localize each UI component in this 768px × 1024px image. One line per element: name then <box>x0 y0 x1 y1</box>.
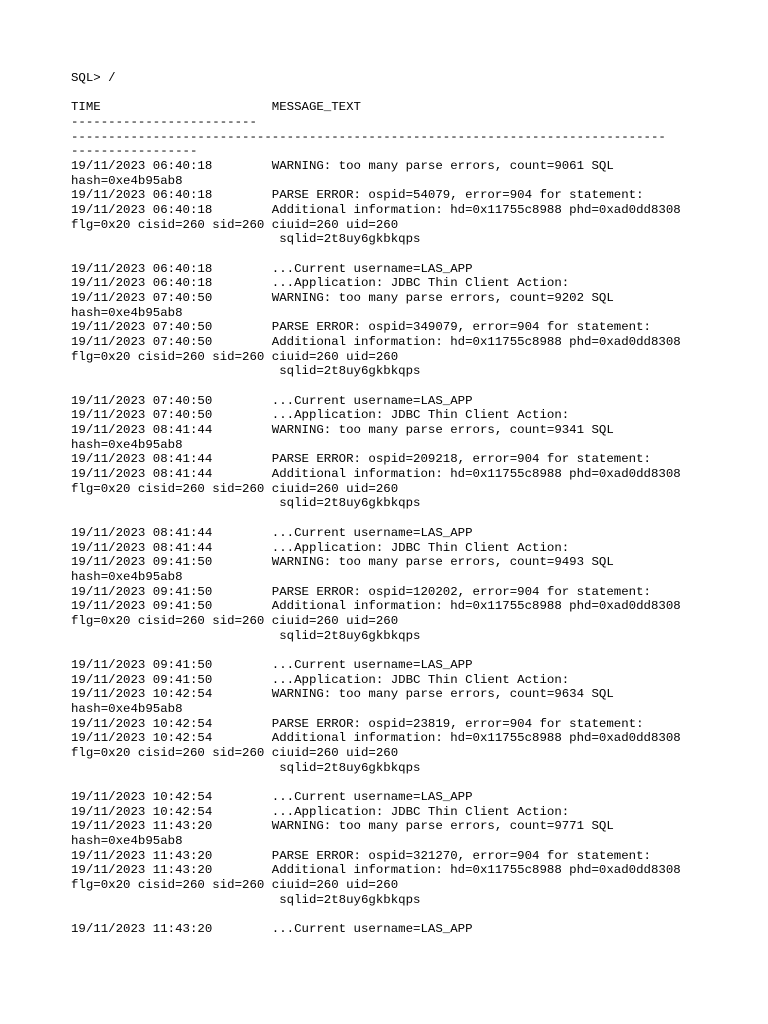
log-line: 19/11/2023 11:43:20 WARNING: too many parse errors, count=9771 SQL <box>71 819 614 834</box>
log-line: hash=0xe4b95ab8 <box>71 437 183 452</box>
log-line: hash=0xe4b95ab8 <box>71 833 183 848</box>
log-line: hash=0xe4b95ab8 <box>71 701 183 716</box>
log-line: flg=0x20 cisid=260 sid=260 ciuid=260 uid=260 <box>71 745 399 760</box>
blank-line <box>71 907 761 922</box>
log-line: 19/11/2023 09:41:50 ...Current username=LAS_APP <box>71 657 473 672</box>
log-line: 19/11/2023 10:42:54 WARNING: too many parse errors, count=9634 SQL <box>71 687 614 702</box>
log-line: 19/11/2023 09:41:50 WARNING: too many parse errors, count=9493 SQL <box>71 555 614 570</box>
log-line: 19/11/2023 09:41:50 Additional information: hd=0x11755c8988 phd=0xad0dd8308 <box>71 599 681 614</box>
header-separator-line: -------------------------------------------------------------------------------- <box>71 129 666 144</box>
sql-prompt-line: SQL> / <box>71 71 116 85</box>
log-line: flg=0x20 cisid=260 sid=260 ciuid=260 uid=260 <box>71 481 399 496</box>
log-line: sqlid=2t8uy6gkbkqps <box>71 628 421 643</box>
blank-line <box>71 379 761 394</box>
log-line: 19/11/2023 06:40:18 ...Application: JDBC Thin Client Action: <box>71 276 570 291</box>
blank-line <box>71 86 761 101</box>
log-line: 19/11/2023 10:42:54 PARSE ERROR: ospid=23819, error=904 for statement: <box>71 716 644 731</box>
log-line: flg=0x20 cisid=260 sid=260 ciuid=260 uid=260 <box>71 349 399 364</box>
log-line: 19/11/2023 06:40:18 WARNING: too many parse errors, count=9061 SQL <box>71 159 614 174</box>
column-header-line: TIME MESSAGE_TEXT <box>71 100 361 115</box>
log-line: hash=0xe4b95ab8 <box>71 569 183 584</box>
sqlplus-output <box>71 71 761 937</box>
log-line: sqlid=2t8uy6gkbkqps <box>71 892 421 907</box>
log-line: 19/11/2023 07:40:50 WARNING: too many parse errors, count=9202 SQL <box>71 291 614 306</box>
log-line: 19/11/2023 11:43:20 PARSE ERROR: ospid=321270, error=904 for statement: <box>71 848 651 863</box>
log-line: 19/11/2023 08:41:44 PARSE ERROR: ospid=209218, error=904 for statement: <box>71 452 651 467</box>
blank-line <box>71 247 761 262</box>
log-line: 19/11/2023 10:42:54 ...Application: JDBC Thin Client Action: <box>71 804 570 819</box>
log-line: 19/11/2023 08:41:44 Additional information: hd=0x11755c8988 phd=0xad0dd8308 <box>71 467 681 482</box>
log-line: 19/11/2023 10:42:54 Additional information: hd=0x11755c8988 phd=0xad0dd8308 <box>71 731 681 746</box>
log-line: 19/11/2023 06:40:18 ...Current username=LAS_APP <box>71 261 473 276</box>
log-line: 19/11/2023 09:41:50 ...Application: JDBC Thin Client Action: <box>71 672 570 687</box>
log-line: 19/11/2023 10:42:54 ...Current username=LAS_APP <box>71 789 473 804</box>
log-line: 19/11/2023 07:40:50 ...Current username=LAS_APP <box>71 393 473 408</box>
log-line: flg=0x20 cisid=260 sid=260 ciuid=260 uid=260 <box>71 217 399 232</box>
blank-line <box>71 775 761 790</box>
log-line: 19/11/2023 08:41:44 ...Application: JDBC Thin Client Action: <box>71 540 570 555</box>
log-line: 19/11/2023 07:40:50 ...Application: JDBC Thin Client Action: <box>71 408 570 423</box>
log-line: flg=0x20 cisid=260 sid=260 ciuid=260 uid=260 <box>71 613 399 628</box>
log-line: sqlid=2t8uy6gkbkqps <box>71 232 421 247</box>
log-line: 19/11/2023 08:41:44 ...Current username=LAS_APP <box>71 525 473 540</box>
log-line: sqlid=2t8uy6gkbkqps <box>71 496 421 511</box>
log-line: 19/11/2023 07:40:50 PARSE ERROR: ospid=349079, error=904 for statement: <box>71 320 651 335</box>
blank-line <box>71 511 761 526</box>
log-line: hash=0xe4b95ab8 <box>71 305 183 320</box>
header-separator-line: ----------------- <box>71 144 198 159</box>
header-separator-line: ------------------------- <box>71 115 257 130</box>
log-line: 19/11/2023 11:43:20 ...Current username=LAS_APP <box>71 921 473 936</box>
log-line: 19/11/2023 07:40:50 Additional information: hd=0x11755c8988 phd=0xad0dd8308 <box>71 335 681 350</box>
log-line: flg=0x20 cisid=260 sid=260 ciuid=260 uid=260 <box>71 877 399 892</box>
blank-line <box>71 643 761 658</box>
log-line: 19/11/2023 09:41:50 PARSE ERROR: ospid=120202, error=904 for statement: <box>71 584 651 599</box>
log-line: sqlid=2t8uy6gkbkqps <box>71 364 421 379</box>
log-line: 19/11/2023 06:40:18 Additional information: hd=0x11755c8988 phd=0xad0dd8308 <box>71 203 681 218</box>
log-line: 19/11/2023 08:41:44 WARNING: too many parse errors, count=9341 SQL <box>71 423 614 438</box>
log-line: 19/11/2023 06:40:18 PARSE ERROR: ospid=54079, error=904 for statement: <box>71 188 644 203</box>
log-line: sqlid=2t8uy6gkbkqps <box>71 760 421 775</box>
log-line: hash=0xe4b95ab8 <box>71 173 183 188</box>
log-line: 19/11/2023 11:43:20 Additional information: hd=0x11755c8988 phd=0xad0dd8308 <box>71 863 681 878</box>
